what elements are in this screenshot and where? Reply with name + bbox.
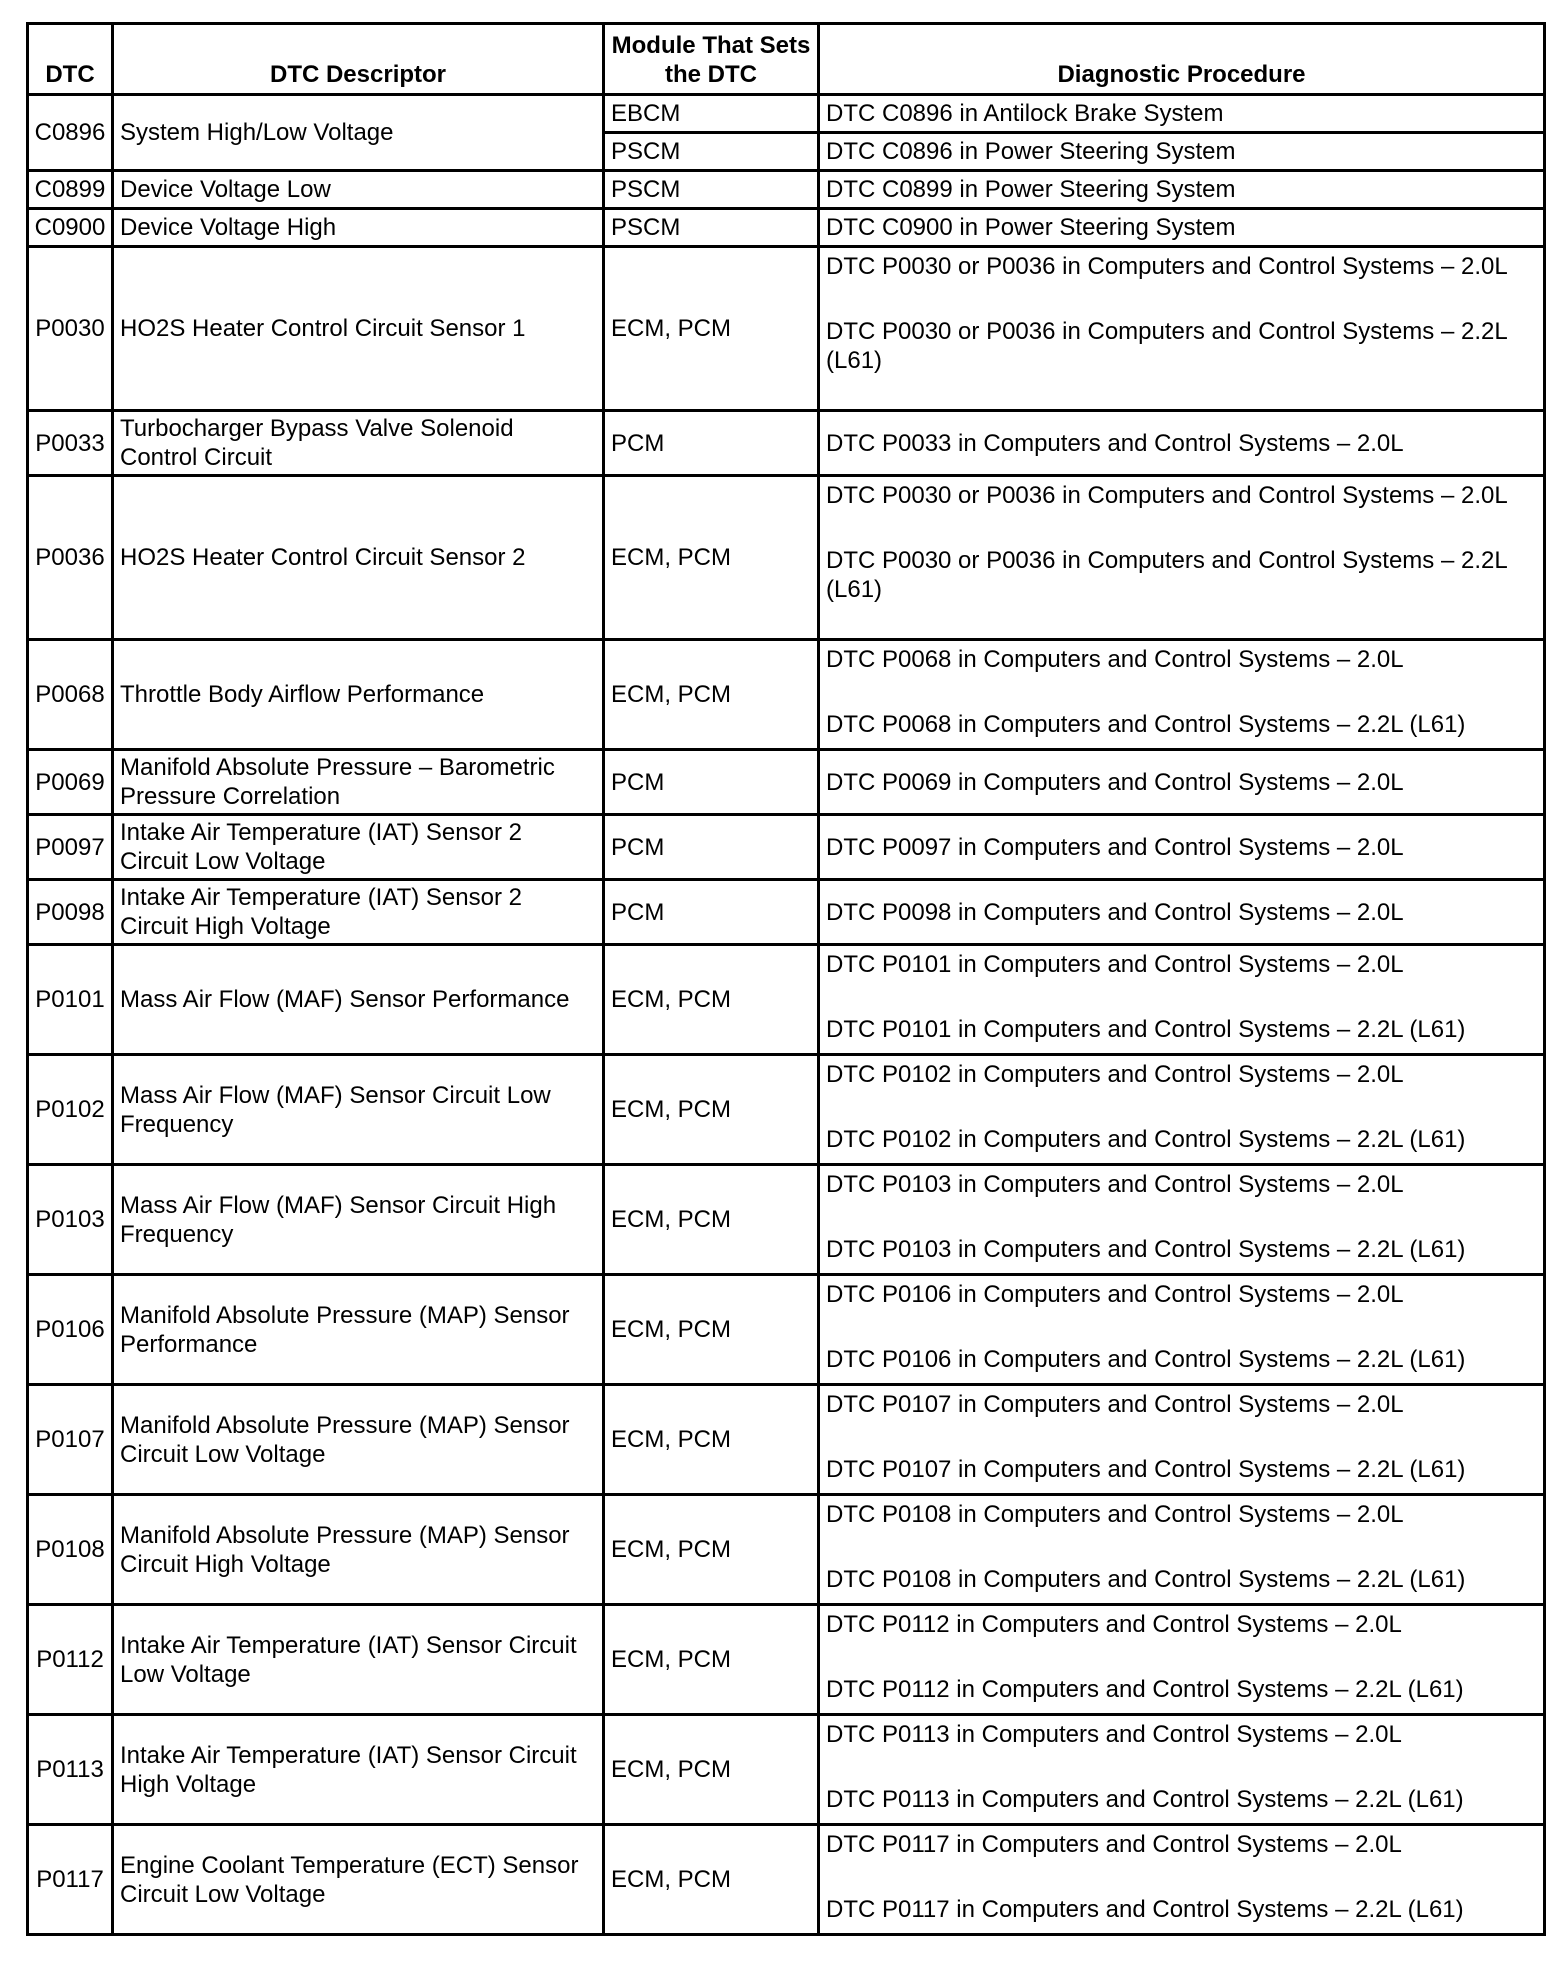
dtc-descriptor: Turbocharger Bypass Valve Solenoid Control Circuit bbox=[113, 411, 604, 476]
table-row bbox=[28, 640, 1545, 750]
module-cell: ECM, PCM bbox=[604, 1165, 819, 1275]
procedure-link[interactable]: DTC P0117 in Computers and Control Systems – 2.0L bbox=[826, 1831, 1402, 1858]
dtc-descriptor: Manifold Absolute Pressure (MAP) Sensor Performance bbox=[113, 1275, 604, 1385]
procedure-link[interactable]: DTC C0900 in Power Steering System bbox=[826, 214, 1236, 241]
module-cell: PCM bbox=[604, 880, 819, 945]
module-cell: ECM, PCM bbox=[604, 1825, 819, 1935]
procedure-link[interactable]: DTC P0113 in Computers and Control Systems – 2.2L (L61) bbox=[826, 1786, 1464, 1813]
module-cell: ECM, PCM bbox=[604, 1495, 819, 1605]
module-cell: ECM, PCM bbox=[604, 1055, 819, 1165]
procedure-cell bbox=[819, 880, 1545, 945]
dtc-code: P0103 bbox=[28, 1165, 113, 1275]
module-cell: PCM bbox=[604, 411, 819, 476]
dtc-descriptor: Engine Coolant Temperature (ECT) Sensor Circuit Low Voltage bbox=[113, 1825, 604, 1935]
module-cell: PCM bbox=[604, 750, 819, 815]
table-row bbox=[28, 1165, 1545, 1275]
table-row bbox=[28, 815, 1545, 880]
module-cell: PSCM bbox=[604, 171, 819, 209]
procedure-link[interactable]: DTC P0101 in Computers and Control Systems – 2.2L (L61) bbox=[826, 1016, 1466, 1043]
dtc-descriptor: Intake Air Temperature (IAT) Sensor 2 Circuit Low Voltage bbox=[113, 815, 604, 880]
procedure-cell bbox=[819, 945, 1545, 1055]
dtc-code: P0106 bbox=[28, 1275, 113, 1385]
dtc-descriptor: System High/Low Voltage bbox=[113, 95, 604, 171]
dtc-code: P0117 bbox=[28, 1825, 113, 1935]
dtc-descriptor: Manifold Absolute Pressure – Barometric Pressure Correlation bbox=[113, 750, 604, 815]
dtc-code: P0101 bbox=[28, 945, 113, 1055]
procedure-cell bbox=[819, 640, 1545, 750]
dtc-descriptor: Device Voltage High bbox=[113, 209, 604, 247]
dtc-code: C0900 bbox=[28, 209, 113, 247]
dtc-code: P0107 bbox=[28, 1385, 113, 1495]
dtc-code: C0899 bbox=[28, 171, 113, 209]
dtc-descriptor: Device Voltage Low bbox=[113, 171, 604, 209]
table-row bbox=[28, 247, 1545, 411]
module-cell: ECM, PCM bbox=[604, 1715, 819, 1825]
procedure-link[interactable]: DTC P0098 in Computers and Control Systems – 2.0L bbox=[826, 898, 1404, 926]
module-cell: PCM bbox=[604, 815, 819, 880]
module-cell: PSCM bbox=[604, 133, 819, 171]
dtc-code: P0030 bbox=[28, 247, 113, 411]
procedure-link[interactable]: DTC P0112 in Computers and Control Systems – 2.0L bbox=[826, 1611, 1402, 1638]
table-row bbox=[28, 1825, 1545, 1935]
table-row bbox=[28, 209, 1545, 247]
table-row bbox=[28, 1275, 1545, 1385]
procedure-link[interactable]: DTC P0103 in Computers and Control Systems – 2.2L (L61) bbox=[826, 1236, 1466, 1263]
procedure-link[interactable]: DTC P0117 in Computers and Control Systems – 2.2L (L61) bbox=[826, 1896, 1464, 1923]
header-descriptor: DTC Descriptor bbox=[113, 24, 604, 95]
procedure-link[interactable]: DTC P0103 in Computers and Control Systems – 2.0L bbox=[826, 1171, 1404, 1198]
procedure-cell bbox=[819, 750, 1545, 815]
procedure-cell bbox=[819, 1055, 1545, 1165]
procedure-cell bbox=[819, 476, 1545, 640]
dtc-descriptor: HO2S Heater Control Circuit Sensor 1 bbox=[113, 247, 604, 411]
procedure-link[interactable]: DTC P0113 in Computers and Control Systems – 2.0L bbox=[826, 1721, 1402, 1748]
procedure-cell bbox=[819, 133, 1545, 171]
dtc-code: P0108 bbox=[28, 1495, 113, 1605]
dtc-code: P0113 bbox=[28, 1715, 113, 1825]
procedure-cell bbox=[819, 1385, 1545, 1495]
table-header-row bbox=[28, 24, 1545, 95]
procedure-cell bbox=[819, 1825, 1545, 1935]
dtc-descriptor: Manifold Absolute Pressure (MAP) Sensor Circuit Low Voltage bbox=[113, 1385, 604, 1495]
procedure-link[interactable]: DTC P0102 in Computers and Control Systems – 2.2L (L61) bbox=[826, 1126, 1466, 1153]
procedure-link[interactable]: DTC P0097 in Computers and Control Systems – 2.0L bbox=[826, 833, 1404, 861]
module-cell: ECM, PCM bbox=[604, 1275, 819, 1385]
procedure-link[interactable]: DTC P0030 or P0036 in Computers and Control Systems – 2.2L (L61) bbox=[826, 547, 1507, 603]
procedure-link[interactable]: DTC P0102 in Computers and Control Systems – 2.0L bbox=[826, 1061, 1404, 1088]
table-row bbox=[28, 945, 1545, 1055]
procedure-link[interactable]: DTC P0030 or P0036 in Computers and Control Systems – 2.0L bbox=[826, 482, 1508, 509]
dtc-code: P0102 bbox=[28, 1055, 113, 1165]
table-row bbox=[28, 411, 1545, 476]
procedure-cell bbox=[819, 95, 1545, 133]
procedure-link[interactable]: DTC P0107 in Computers and Control Systems – 2.0L bbox=[826, 1391, 1404, 1418]
table-row bbox=[28, 95, 1545, 133]
procedure-link[interactable]: DTC C0899 in Power Steering System bbox=[826, 176, 1236, 203]
procedure-cell bbox=[819, 1275, 1545, 1385]
table-row bbox=[28, 750, 1545, 815]
dtc-descriptor: Mass Air Flow (MAF) Sensor Circuit High Frequency bbox=[113, 1165, 604, 1275]
procedure-link[interactable]: DTC P0101 in Computers and Control Systems – 2.0L bbox=[826, 951, 1404, 978]
dtc-code: C0896 bbox=[28, 95, 113, 171]
procedure-link[interactable]: DTC P0030 or P0036 in Computers and Control Systems – 2.2L (L61) bbox=[826, 318, 1507, 374]
procedure-cell bbox=[819, 1165, 1545, 1275]
procedure-cell bbox=[819, 1715, 1545, 1825]
dtc-descriptor: Mass Air Flow (MAF) Sensor Performance bbox=[113, 945, 604, 1055]
module-cell: PSCM bbox=[604, 209, 819, 247]
table-row bbox=[28, 1715, 1545, 1825]
procedure-link[interactable]: DTC P0068 in Computers and Control Systems – 2.0L bbox=[826, 646, 1404, 673]
procedure-cell bbox=[819, 1605, 1545, 1715]
dtc-descriptor: Manifold Absolute Pressure (MAP) Sensor Circuit High Voltage bbox=[113, 1495, 604, 1605]
dtc-descriptor: HO2S Heater Control Circuit Sensor 2 bbox=[113, 476, 604, 640]
procedure-link[interactable]: DTC P0106 in Computers and Control Systems – 2.0L bbox=[826, 1281, 1404, 1308]
module-cell: EBCM bbox=[604, 95, 819, 133]
module-cell: ECM, PCM bbox=[604, 1605, 819, 1715]
table-row bbox=[28, 1055, 1545, 1165]
module-cell: ECM, PCM bbox=[604, 1385, 819, 1495]
dtc-code: P0112 bbox=[28, 1605, 113, 1715]
header-procedure: Diagnostic Procedure bbox=[819, 24, 1545, 95]
procedure-link[interactable]: DTC P0069 in Computers and Control Systems – 2.0L bbox=[826, 768, 1404, 796]
header-dtc: DTC bbox=[28, 24, 113, 95]
procedure-cell bbox=[819, 815, 1545, 880]
table-row bbox=[28, 1605, 1545, 1715]
table-row bbox=[28, 171, 1545, 209]
procedure-link[interactable]: DTC P0033 in Computers and Control Systems – 2.0L bbox=[826, 429, 1404, 457]
dtc-code: P0068 bbox=[28, 640, 113, 750]
procedure-link[interactable]: DTC P0106 in Computers and Control Systems – 2.2L (L61) bbox=[826, 1346, 1466, 1373]
dtc-descriptor: Mass Air Flow (MAF) Sensor Circuit Low Frequency bbox=[113, 1055, 604, 1165]
procedure-link[interactable]: DTC P0068 in Computers and Control Systems – 2.2L (L61) bbox=[826, 711, 1466, 738]
table-row bbox=[28, 476, 1545, 640]
procedure-cell bbox=[819, 209, 1545, 247]
procedure-cell bbox=[819, 171, 1545, 209]
table-row bbox=[28, 1385, 1545, 1495]
procedure-link[interactable]: DTC P0108 in Computers and Control Systems – 2.2L (L61) bbox=[826, 1566, 1466, 1593]
procedure-cell bbox=[819, 1495, 1545, 1605]
dtc-descriptor: Intake Air Temperature (IAT) Sensor Circuit Low Voltage bbox=[113, 1605, 604, 1715]
dtc-table bbox=[26, 22, 1546, 1936]
table-row bbox=[28, 880, 1545, 945]
procedure-link[interactable]: DTC P0107 in Computers and Control Systems – 2.2L (L61) bbox=[826, 1456, 1466, 1483]
module-cell: ECM, PCM bbox=[604, 945, 819, 1055]
module-cell: ECM, PCM bbox=[604, 476, 819, 640]
dtc-descriptor: Intake Air Temperature (IAT) Sensor Circuit High Voltage bbox=[113, 1715, 604, 1825]
dtc-code: P0097 bbox=[28, 815, 113, 880]
module-cell: ECM, PCM bbox=[604, 640, 819, 750]
procedure-link[interactable]: DTC P0108 in Computers and Control Systems – 2.0L bbox=[826, 1501, 1404, 1528]
procedure-link[interactable]: DTC C0896 in Antilock Brake System bbox=[826, 100, 1224, 127]
table-row bbox=[28, 1495, 1545, 1605]
procedure-link[interactable]: DTC P0112 in Computers and Control Systems – 2.2L (L61) bbox=[826, 1676, 1464, 1703]
dtc-code: P0033 bbox=[28, 411, 113, 476]
module-cell: ECM, PCM bbox=[604, 247, 819, 411]
procedure-cell bbox=[819, 247, 1545, 411]
dtc-code: P0036 bbox=[28, 476, 113, 640]
dtc-code: P0069 bbox=[28, 750, 113, 815]
dtc-descriptor: Throttle Body Airflow Performance bbox=[113, 640, 604, 750]
dtc-descriptor: Intake Air Temperature (IAT) Sensor 2 Circuit High Voltage bbox=[113, 880, 604, 945]
procedure-link[interactable]: DTC P0030 or P0036 in Computers and Control Systems – 2.0L bbox=[826, 253, 1508, 280]
procedure-link[interactable]: DTC C0896 in Power Steering System bbox=[826, 138, 1236, 165]
header-module: Module That Sets the DTC bbox=[604, 24, 819, 95]
dtc-code: P0098 bbox=[28, 880, 113, 945]
procedure-cell bbox=[819, 411, 1545, 476]
